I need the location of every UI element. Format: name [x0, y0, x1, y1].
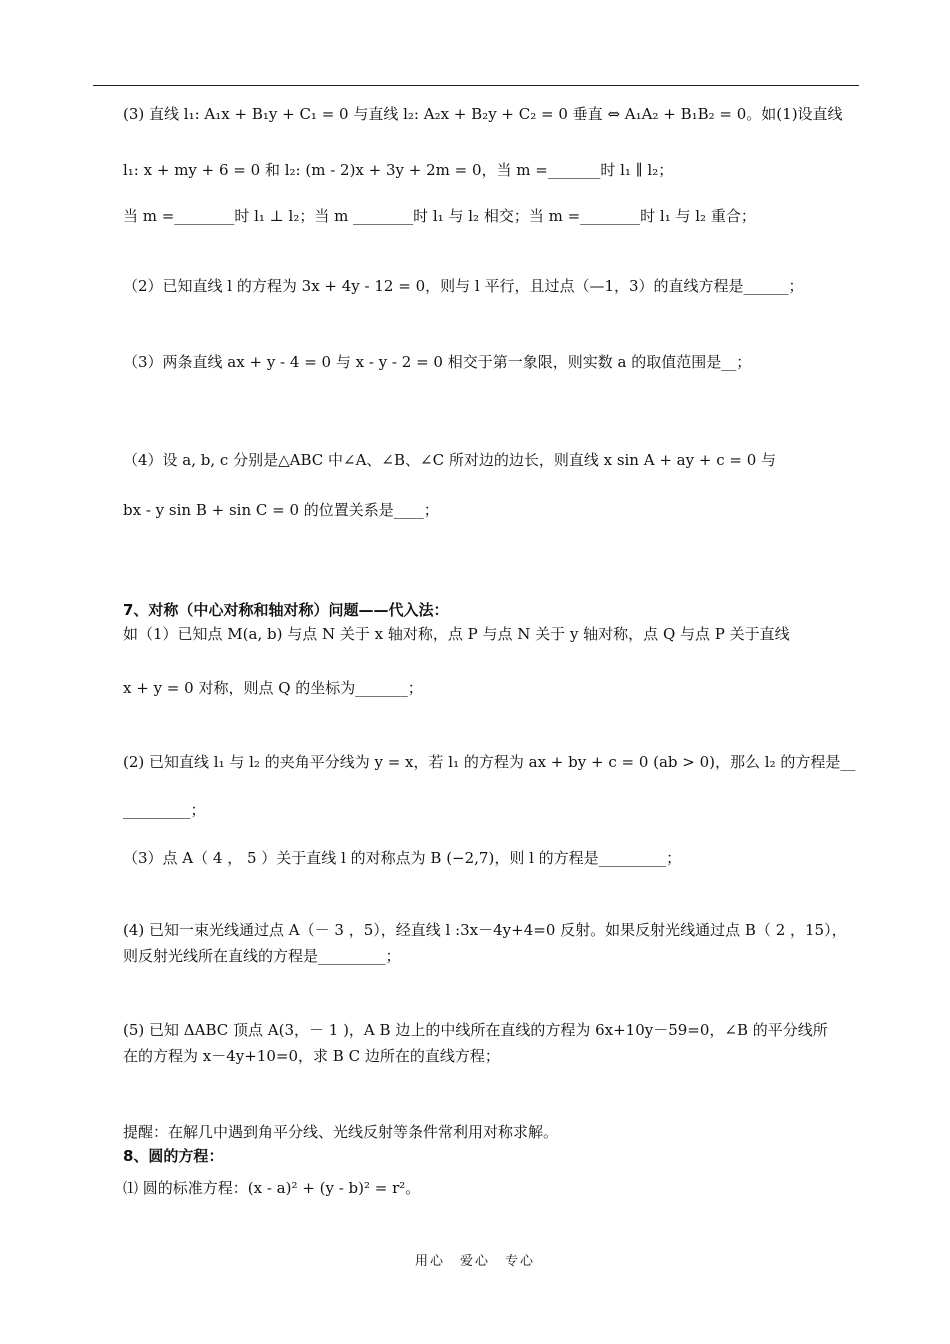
line-02: l₁: x + my + 6 = 0 和 l₂: (m - 2)x + 3y + 2m = 0，当 m =_______时 l₁ ∥ l₂； [123, 161, 674, 179]
line-15: 则反射光线所在直线的方程是_________； [123, 947, 401, 965]
line-13: （3）点 A（ 4 ， 5 ）关于直线 l 的对称点为 B (−2,7)，则 l 的方程是_________； [123, 849, 682, 867]
line-10: x + y = 0 对称，则点 Q 的坐标为_______； [123, 679, 423, 697]
line-11: (2) 已知直线 l₁ 与 l₂ 的夹角平分线为 y = x，若 l₁ 的方程为 ax + by + c = 0 (ab > 0)，那么 l₂ 的方程是__ [123, 753, 856, 771]
header-rule [93, 85, 859, 86]
line-20: ⑴ 圆的标准方程：(x - a)² + (y - b)² = r²。 [123, 1179, 421, 1197]
line-04: （2）已知直线 l 的方程为 3x + 4y - 12 = 0，则与 l 平行，且过点（—1，3）的直线方程是______； [123, 277, 804, 295]
section-7-heading: 7、对称（中心对称和轴对称）问题——代入法： [123, 601, 449, 619]
line-12: _________； [123, 801, 206, 819]
line-07: bx - y sin B + sin C = 0 的位置关系是____； [123, 501, 439, 519]
reminder-text: 提醒：在解几中遇到角平分线、光线反射等条件常利用对称求解。 [123, 1123, 559, 1141]
line-05: （3）两条直线 ax + y - 4 = 0 与 x - y - 2 = 0 相交于第一象限，则实数 a 的取值范围是__； [123, 353, 752, 371]
line-03: 当 m =________时 l₁ ⊥ l₂；当 m ________时 l₁ 与 l₂ 相交；当 m =________时 l₁ 与 l₂ 重合； [123, 207, 756, 225]
section-8-heading: 8、圆的方程： [123, 1147, 224, 1165]
line-01: (3) 直线 l₁: A₁x + B₁y + C₁ = 0 与直线 l₂: A₂x + B₂y + C₂ = 0 垂直 ⇔ A₁A₂ + B₁B₂ = 0。如(1)设直线 [123, 105, 843, 123]
page-footer: 用心 爱心 专心 [414, 1254, 535, 1269]
line-14: (4) 已知一束光线通过点 A（－ 3 ，5），经直线 l :3x－4y+4=0 反射。如果反射光线通过点 B（ 2 ，15）， [123, 921, 847, 939]
line-17: 在的方程为 x－4y+10=0，求 B C 边所在的直线方程； [123, 1047, 500, 1065]
line-16: (5) 已知 ΔABC 顶点 A(3，－ 1 )，A B 边上的中线所在直线的方程为 6x+10y－59=0，∠B 的平分线所 [123, 1021, 828, 1039]
line-06: （4）设 a, b, c 分别是△ABC 中∠A、∠B、∠C 所对边的边长，则直线 x sin A + ay + c = 0 与 [123, 451, 777, 469]
line-09: 如（1）已知点 M(a, b) 与点 N 关于 x 轴对称，点 P 与点 N 关于 y 轴对称，点 Q 与点 P 关于直线 [123, 625, 790, 643]
